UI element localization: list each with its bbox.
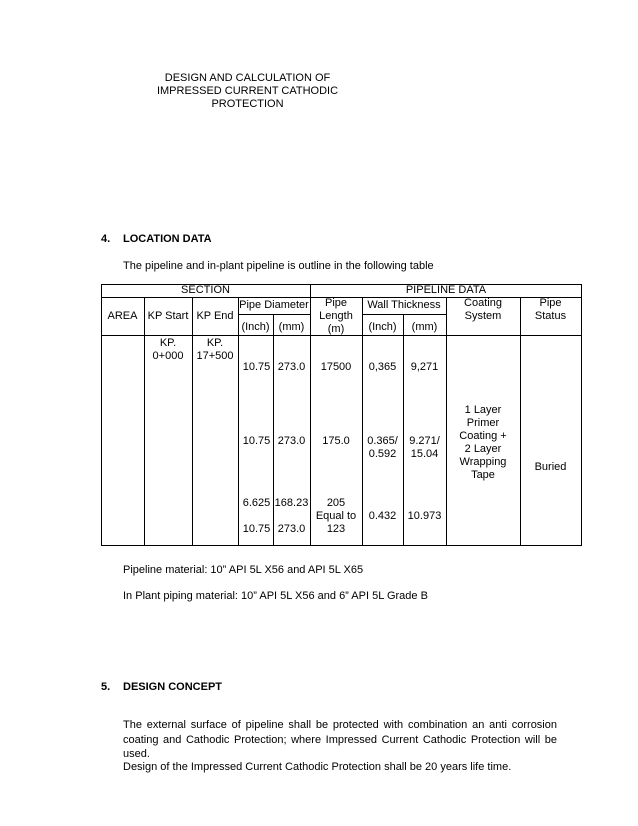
pipe-status-value: Buried xyxy=(534,461,567,473)
table-cell: 10.75 xyxy=(242,523,271,535)
coating-line: Coating + xyxy=(459,430,507,442)
table-rule-diameter-units xyxy=(238,314,310,315)
table-cell-line: 9.271/ xyxy=(409,435,440,447)
section-4-title: LOCATION DATA xyxy=(123,233,212,245)
table-cell xyxy=(403,435,446,461)
header-kp-end: KP End xyxy=(196,310,234,322)
location-data-table xyxy=(101,284,582,546)
document-title xyxy=(150,72,345,111)
table-cell: 10.75 xyxy=(242,361,271,373)
table-cell: 273.0 xyxy=(277,523,306,535)
inplant-material: In Plant piping material: 10” API 5L X56 and 6” API 5L Grade B xyxy=(123,590,428,602)
kp-start-line: 0+000 xyxy=(152,350,184,362)
table-cell-line: 0.592 xyxy=(368,448,397,460)
table-cell: 9,271 xyxy=(410,361,439,373)
header-area: AREA xyxy=(107,310,138,322)
table-col-line xyxy=(192,297,193,545)
table-cell: 175.0 xyxy=(322,435,350,447)
table-cell-line: Equal to xyxy=(315,510,357,522)
coating-line: 1 Layer xyxy=(464,404,502,416)
table-cell xyxy=(310,497,362,536)
header-pipe-length-line: Pipe xyxy=(324,297,348,309)
table-cell: 0.432 xyxy=(368,510,397,522)
table-cell-line: 123 xyxy=(326,523,346,535)
header-wt-inch: (Inch) xyxy=(368,321,397,333)
header-coating-line: System xyxy=(464,310,502,322)
header-pipe-status xyxy=(520,297,581,323)
kp-start-value xyxy=(144,337,192,363)
table-rule-wt-units xyxy=(362,314,446,315)
table-col-line xyxy=(520,297,521,545)
section-5-paragraph-1: The external surface of pipeline shall be protected with combination an anti corrosion coating and Cathodic Protection; where Impressed Current Cathodic Protection will be used. xyxy=(123,719,557,760)
table-cell: 168.23 xyxy=(274,497,309,509)
coating-system-value xyxy=(446,404,520,482)
header-pipe-length-line: (m) xyxy=(327,323,345,335)
coating-line: Tape xyxy=(471,469,495,481)
pipeline-material: Pipeline material: 10” API 5L X56 and API 5L X65 xyxy=(123,564,364,576)
title-line-2: IMPRESSED CURRENT CATHODIC xyxy=(156,85,339,97)
title-line-3: PROTECTION xyxy=(211,98,284,110)
table-border-left xyxy=(101,284,102,546)
kp-end-line: 17+500 xyxy=(196,350,234,362)
header-status-line: Status xyxy=(534,310,567,322)
header-coating-system xyxy=(446,297,520,323)
kp-end-line: KP. xyxy=(206,337,224,349)
kp-end-value xyxy=(192,337,238,363)
table-cell: 273.0 xyxy=(277,361,306,373)
header-wt-mm: (mm) xyxy=(411,321,438,333)
table-col-line xyxy=(362,297,363,545)
header-status-line: Pipe xyxy=(539,297,562,309)
table-cell: 10.75 xyxy=(242,435,271,447)
table-cell: 273.0 xyxy=(277,435,306,447)
header-kp-start: KP Start xyxy=(147,310,189,322)
coating-line: Primer xyxy=(466,417,500,429)
kp-start-line: KP. xyxy=(159,337,177,349)
table-border-right xyxy=(581,284,582,546)
header-pipe-length xyxy=(310,297,362,336)
section-5-title: DESIGN CONCEPT xyxy=(123,681,223,693)
table-cell: 6.625 xyxy=(242,497,271,509)
coating-line: 2 Layer xyxy=(464,443,502,455)
header-coating-line: Coating xyxy=(464,297,502,309)
table-cell: 10.973 xyxy=(407,510,442,522)
header-pipe-length-line: Length xyxy=(319,310,353,322)
section-4-intro: The pipeline and in-plant pipeline is outline in the following table xyxy=(123,260,434,272)
table-cell: 0,365 xyxy=(368,361,397,373)
section-4-number: 4. xyxy=(101,233,111,245)
coating-line: Wrapping xyxy=(459,456,507,468)
title-line-1: DESIGN AND CALCULATION OF xyxy=(164,72,331,84)
header-diameter-mm: (mm) xyxy=(278,321,305,333)
header-pipeline-data: PIPELINE DATA xyxy=(405,284,487,296)
section-5-paragraph-2: Design of the Impressed Current Cathodic Protection shall be 20 years life time. xyxy=(123,761,512,773)
table-border-bottom xyxy=(101,545,582,546)
header-pipe-diameter: Pipe Diameter xyxy=(239,299,309,311)
header-diameter-inch: (Inch) xyxy=(241,321,270,333)
table-cell-line: 0.365/ xyxy=(367,435,398,447)
table-col-line xyxy=(273,314,274,545)
table-cell: 17500 xyxy=(320,361,352,373)
section-4-heading xyxy=(101,233,212,245)
section-5-heading xyxy=(101,681,222,693)
table-cell-line: 205 xyxy=(326,497,346,509)
section-5-number: 5. xyxy=(101,681,111,693)
table-cell xyxy=(362,435,403,461)
table-cell-line: 15.04 xyxy=(410,448,439,460)
header-wall-thickness: Wall Thickness xyxy=(367,299,441,311)
header-section: SECTION xyxy=(181,284,230,296)
table-col-line xyxy=(144,297,145,545)
